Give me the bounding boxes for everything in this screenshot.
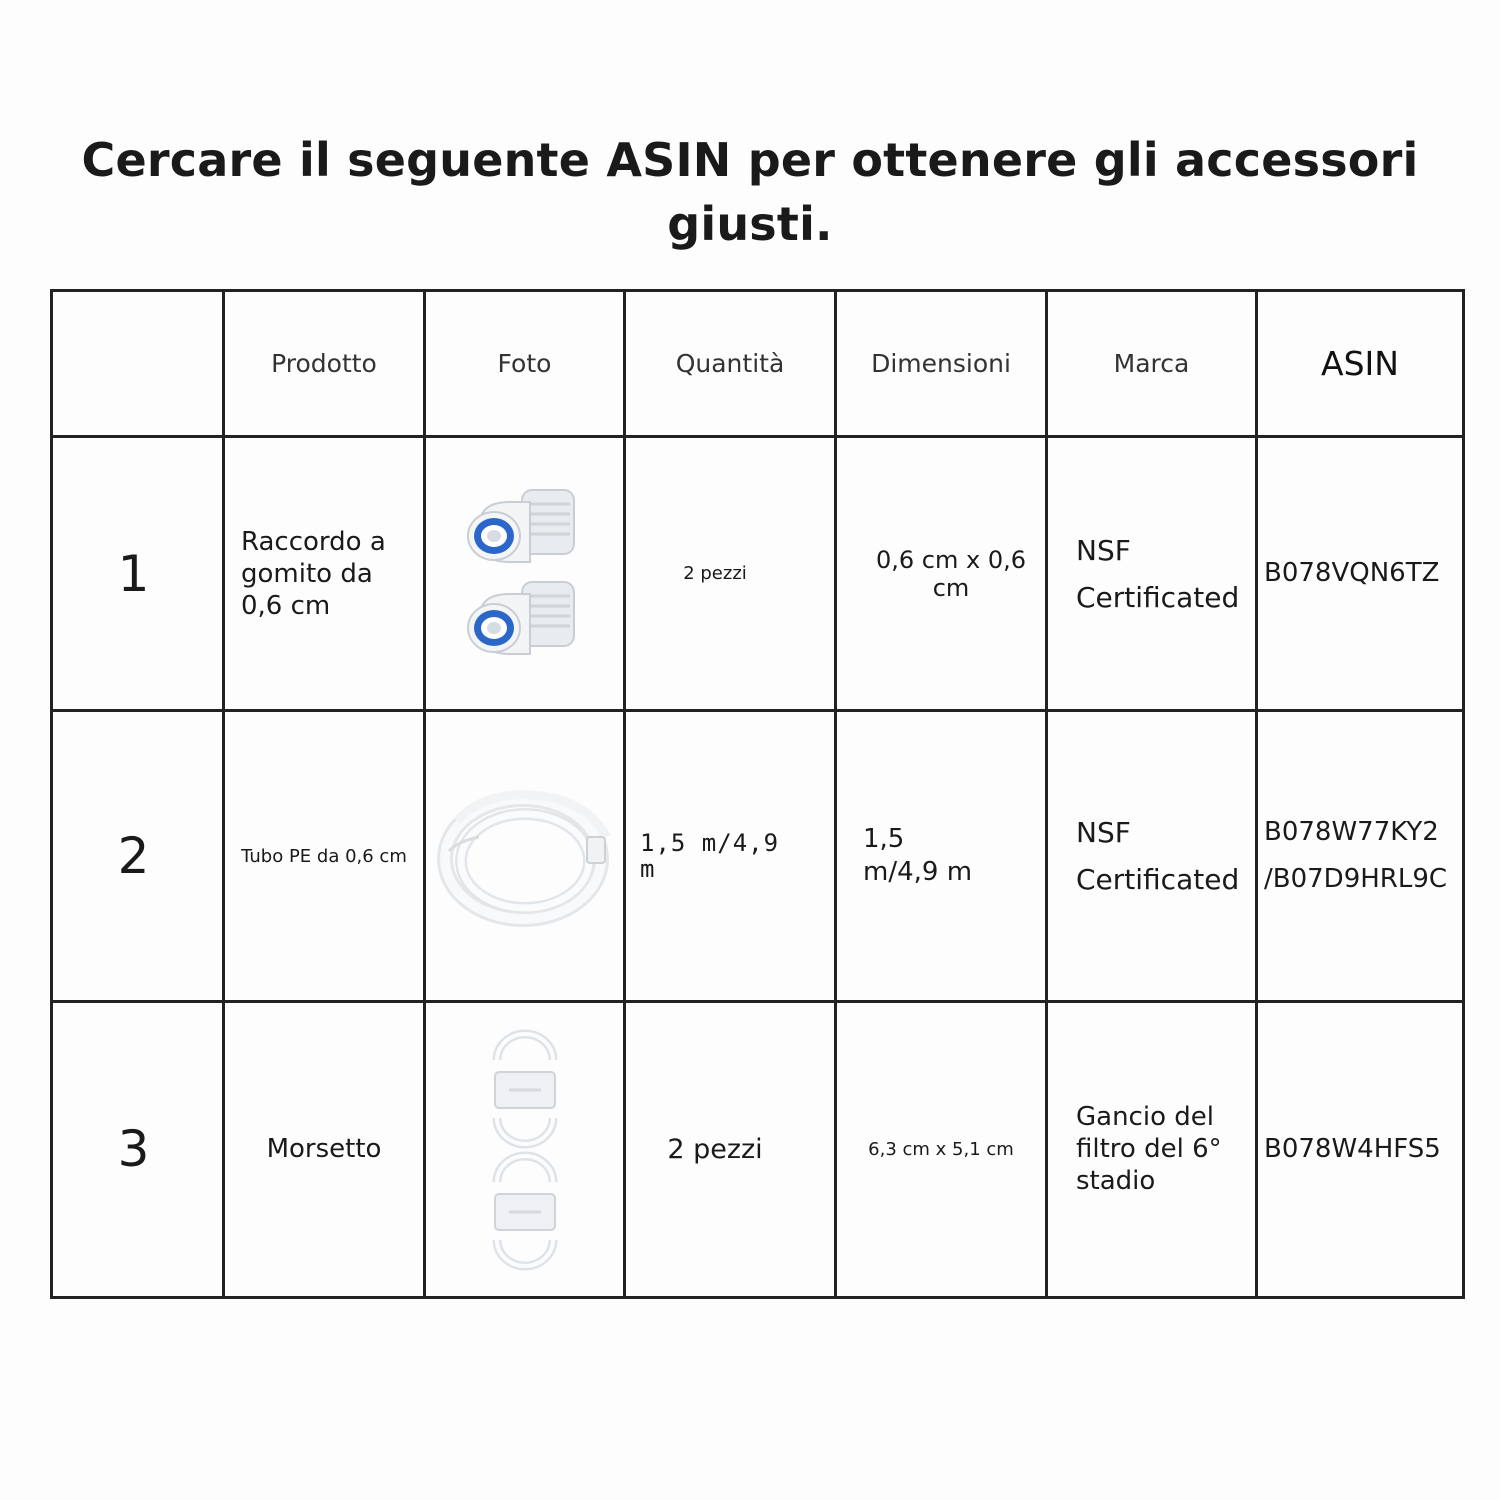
table-row bbox=[52, 437, 1464, 711]
quantity: 1,5 m/4,9 m bbox=[625, 711, 836, 1001]
quantity: 2 pezzi bbox=[625, 1001, 836, 1297]
elbow-fitting-icon bbox=[460, 484, 590, 664]
header-brand: Marca bbox=[1047, 291, 1257, 437]
product-name: Tubo PE da 0,6 cm bbox=[224, 711, 425, 1001]
product-photo bbox=[425, 711, 625, 1001]
row-number: 3 bbox=[52, 1001, 224, 1297]
table-header-row bbox=[52, 291, 1464, 437]
product-name: Morsetto bbox=[224, 1001, 425, 1297]
product-name: Raccordo a gomito da 0,6 cm bbox=[224, 437, 425, 711]
header-product: Prodotto bbox=[224, 291, 425, 437]
brand: NSF Certificated bbox=[1047, 437, 1257, 711]
dimensions: 6,3 cm x 5,1 cm bbox=[836, 1001, 1047, 1297]
asin-code: B078W77KY2 /B07D9HRL9C bbox=[1257, 711, 1464, 1001]
brand: NSF Certificated bbox=[1047, 711, 1257, 1001]
pe-tube-coil-icon bbox=[437, 781, 613, 931]
product-photo bbox=[425, 1001, 625, 1297]
header-quantity: Quantità bbox=[625, 291, 836, 437]
accessories-table bbox=[50, 289, 1465, 1299]
dimensions: 0,6 cm x 0,6 cm bbox=[836, 437, 1047, 711]
header-photo: Foto bbox=[425, 291, 625, 437]
header-asin: ASIN bbox=[1257, 291, 1464, 437]
header-dimensions: Dimensioni bbox=[836, 291, 1047, 437]
row-number: 2 bbox=[52, 711, 224, 1001]
filter-clamp-icon bbox=[475, 1024, 575, 1274]
brand: Gancio del filtro del 6° stadio bbox=[1047, 1001, 1257, 1297]
asin-code: B078W4HFS5 bbox=[1257, 1001, 1464, 1297]
header-number bbox=[52, 291, 224, 437]
table-row bbox=[52, 1001, 1464, 1297]
table-row bbox=[52, 711, 1464, 1001]
quantity: 2 pezzi bbox=[625, 437, 836, 711]
product-photo bbox=[425, 437, 625, 711]
page-title: Cercare il seguente ASIN per ottenere gli accessori giusti. bbox=[81, 133, 1419, 251]
dimensions: 1,5 m/4,9 m bbox=[836, 711, 1047, 1001]
row-number: 1 bbox=[52, 437, 224, 711]
asin-code: B078VQN6TZ bbox=[1257, 437, 1464, 711]
